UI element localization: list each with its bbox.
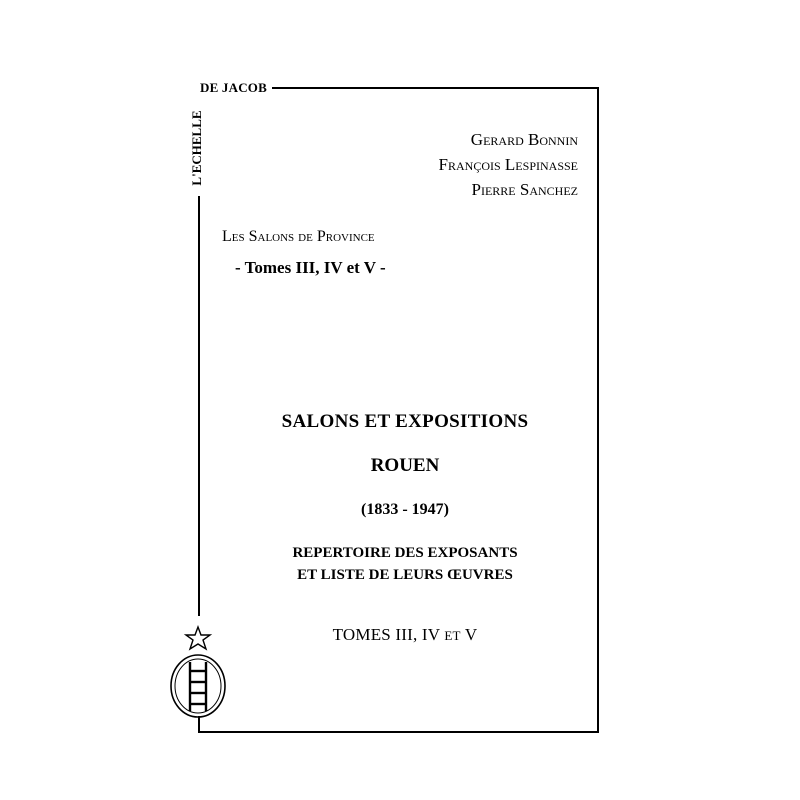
frame-bottom-line — [198, 731, 599, 733]
book-city: ROUEN — [370, 455, 440, 476]
collection-volumes: - Tomes III, IV et V - — [235, 258, 386, 277]
subtitle-line: REPERTOIRE DES EXPOSANTS — [292, 545, 518, 561]
ladder-emblem — [168, 624, 228, 720]
collection-name: Les Salons de Province — [222, 228, 375, 245]
subtitle-line: ET LISTE DE LEURS ŒUVRES — [297, 567, 513, 583]
tomes-last: V — [464, 625, 478, 644]
author-name: François Lespinasse — [438, 155, 578, 174]
authors-block — [439, 127, 578, 202]
frame-top-line — [272, 87, 598, 89]
book-tomes — [200, 625, 610, 645]
ladder-emblem-icon — [171, 655, 225, 717]
tomes-conjunction: ET — [444, 628, 461, 643]
star-icon — [186, 627, 210, 649]
tomes-label: TOMES III, IV — [332, 625, 440, 644]
series-name-vertical: L'ECHELLE — [189, 110, 204, 186]
author-name: Gerard Bonnin — [470, 130, 578, 149]
author-name: Pierre Sanchez — [471, 180, 578, 199]
book-title: SALONS ET EXPOSITIONS — [281, 411, 529, 432]
series-name-top: DE JACOB — [200, 80, 267, 95]
book-dates: (1833 - 1947) — [361, 501, 449, 518]
book-subtitle — [200, 542, 610, 586]
